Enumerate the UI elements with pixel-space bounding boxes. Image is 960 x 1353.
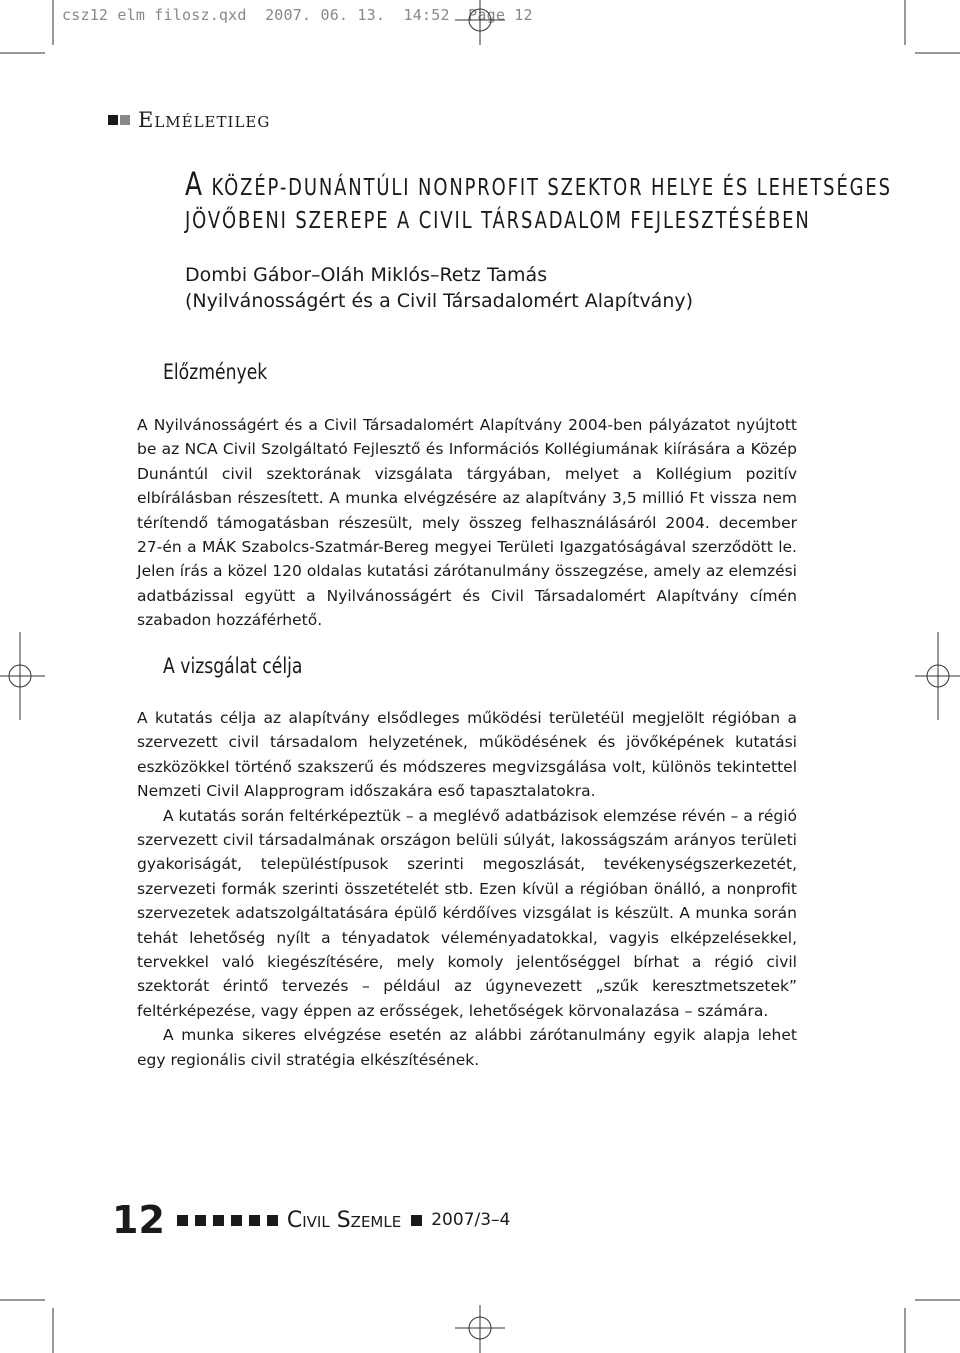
- article-title-line-1: [185, 165, 892, 203]
- print-slug: csz12 elm filosz.qxd 2007. 06. 13. 14:52 Page 12: [62, 6, 533, 24]
- section-heading: Előzmények: [163, 360, 268, 384]
- square-bullet-icon: [411, 1215, 422, 1226]
- square-bullet-icon: [108, 115, 118, 125]
- square-bullet-icon: [213, 1215, 224, 1226]
- page-footer: [112, 1198, 510, 1242]
- section-body: [137, 413, 797, 633]
- title-text: KÖZÉP-DUNÁNTÚLI NONPROFIT SZEKTOR HELYE ÉS LEHETSÉGES: [203, 175, 892, 201]
- article-title-line-2: JÖVŐBENI SZEREPE A CIVIL TÁRSADALOM FEJLESZTÉSÉBEN: [185, 208, 811, 234]
- square-bullet-icon: [267, 1215, 278, 1226]
- paragraph: A kutatás során feltérképeztük – a meglévő adatbázisok elemzése révén – a régió szervezett civil társadalmának országon belüli súlyát, lakosságszám arányos területi gyakoriságát, településtípusok szerinti megoszlását, tevékenységszerkezetét, szervezeti formák szerinti összetételét stb. Ezen kívül a régióban önálló, a nonprofit szervezetek adatszolgáltatására épülő kérdőíves vizsgálat is készült. A munka során tehát lehetőség nyílt a tényadatok véleményadatokkal, vagyis elképzelésekkel, tervekkel való kiegészítésére, mely komoly jelentőséggel bírhat a régió civil szektorát érintő tervezés – például az úgynevezett „szűk keresztmetszetek” feltérképezése, vagy éppen az erősségek, lehetőségek körvonalazása – számára.: [137, 806, 797, 1020]
- paragraph: A munka sikeres elvégzése esetén az alábbi zárótanulmány egyik alapja lehet egy regionális civil stratégia elkészítésének.: [137, 1026, 797, 1069]
- paragraph: A Nyilvánosságért és a Civil Társadalomért Alapítvány 2004-ben pályázatot nyújtott be az NCA Civil Szolgáltató Fejlesztő és Információs Kollégiumának kiírására a Közép Dunántúl civil szektorának vizsgálata tárgyában, melyet a Kollégium pozitív elbírálásban részesített. A munka elvégzésére az alapítvány 3,5 millió Ft vissza nem térítendő támogatásban részesült, mely összeg felhasználásáról 2004. december 27-én a MÁK Szabolcs-Szatmár-Bereg megyei Területi Igazgatóságával szerződött le. Jelen írás a közel 120 oldalas kutatási zárótanulmány összegzése, amely az elemzési adatbázissal együtt a Nyilvánosságért és Civil Társadalomért Alapítvány címén szabadon hozzáférhető.: [137, 416, 797, 630]
- square-bullet-icon: [120, 115, 130, 125]
- title-initial: A: [185, 165, 204, 203]
- paragraph: A kutatás célja az alapítvány elsődleges működési területéül megjelölt régióban a szervezett civil társadalom helyzetének, működésének és jövőképének kutatási eszközökkel történő szakszerű és módszeres megvizsgálása volt, különös tekintettel Nemzeti Civil Alapprogram időszakára eső tapasztalatokra.: [137, 709, 797, 801]
- square-bullet-icon: [249, 1215, 260, 1226]
- section-body: [137, 706, 797, 1072]
- section-label: Elméletileg: [138, 108, 271, 132]
- author-affiliation: (Nyilvánosságért és a Civil Társadalomért Alapítvány): [185, 290, 694, 312]
- page-number: 12: [112, 1198, 165, 1242]
- square-bullet-icon: [195, 1215, 206, 1226]
- section-header: [108, 108, 270, 132]
- section-heading: A vizsgálat célja: [163, 654, 303, 678]
- square-bullet-icon: [231, 1215, 242, 1226]
- square-bullet-icon: [177, 1215, 188, 1226]
- author-names: Dombi Gábor–Oláh Miklós–Retz Tamás: [185, 264, 548, 286]
- journal-name: Civil Szemle: [286, 1207, 402, 1233]
- issue-number: 2007/3–4: [431, 1210, 511, 1230]
